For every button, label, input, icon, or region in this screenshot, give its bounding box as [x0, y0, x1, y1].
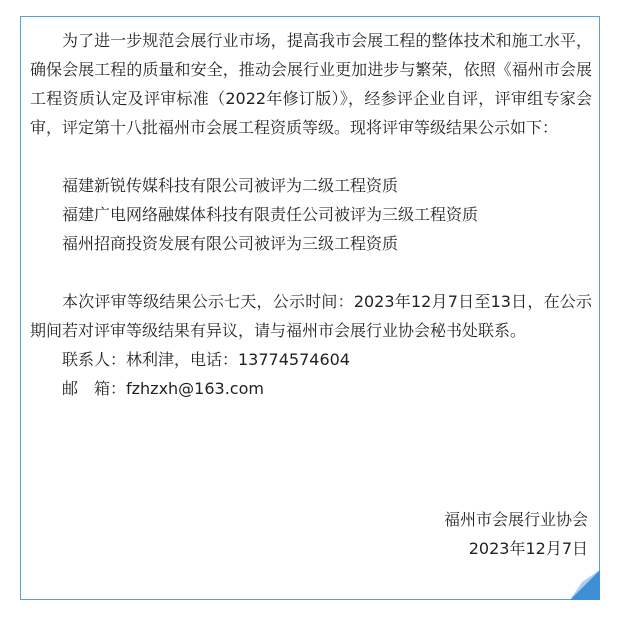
- contact-line: 联系人：林利津，电话：13774574604: [62, 350, 350, 369]
- result-item-3: 福州招商投资发展有限公司被评为三级工程资质: [62, 234, 399, 253]
- page-fold-icon: [570, 570, 600, 600]
- signature-date: 2023年12月7日: [468, 539, 588, 558]
- result-item-1: 福建新锐传媒科技有限公司被评为二级工程资质: [62, 176, 399, 195]
- intro-paragraph: 为了进一步规范会展行业市场，提高我市会展工程的整体技术和施工水平，确保会展工程的质量和安全，推动会展行业更加进步与繁荣，依照《福州市会展工程资质认定及评审标准（2022年修订版）》，经参评企业自评，评审组专家会审，评定第十八批福州市会展工程资质等级。现将评审等级结果公示如下：: [30, 31, 592, 137]
- email-line: 邮 箱：fzhzxh@163.com: [62, 379, 264, 398]
- spacer: [30, 142, 592, 171]
- signature-block: [444, 505, 588, 563]
- publicity-paragraph: 本次评审等级结果公示七天，公示时间：2023年12月7日至13日，在公示期间若对评审等级结果有异议，请与福州市会展行业协会秘书处联系。: [30, 292, 592, 340]
- result-item-2: 福建广电网络融媒体科技有限责任公司被评为三级工程资质: [62, 205, 479, 224]
- signature-org: 福州市会展行业协会: [443, 510, 588, 529]
- notice-body: [30, 26, 592, 403]
- spacer: [30, 258, 592, 287]
